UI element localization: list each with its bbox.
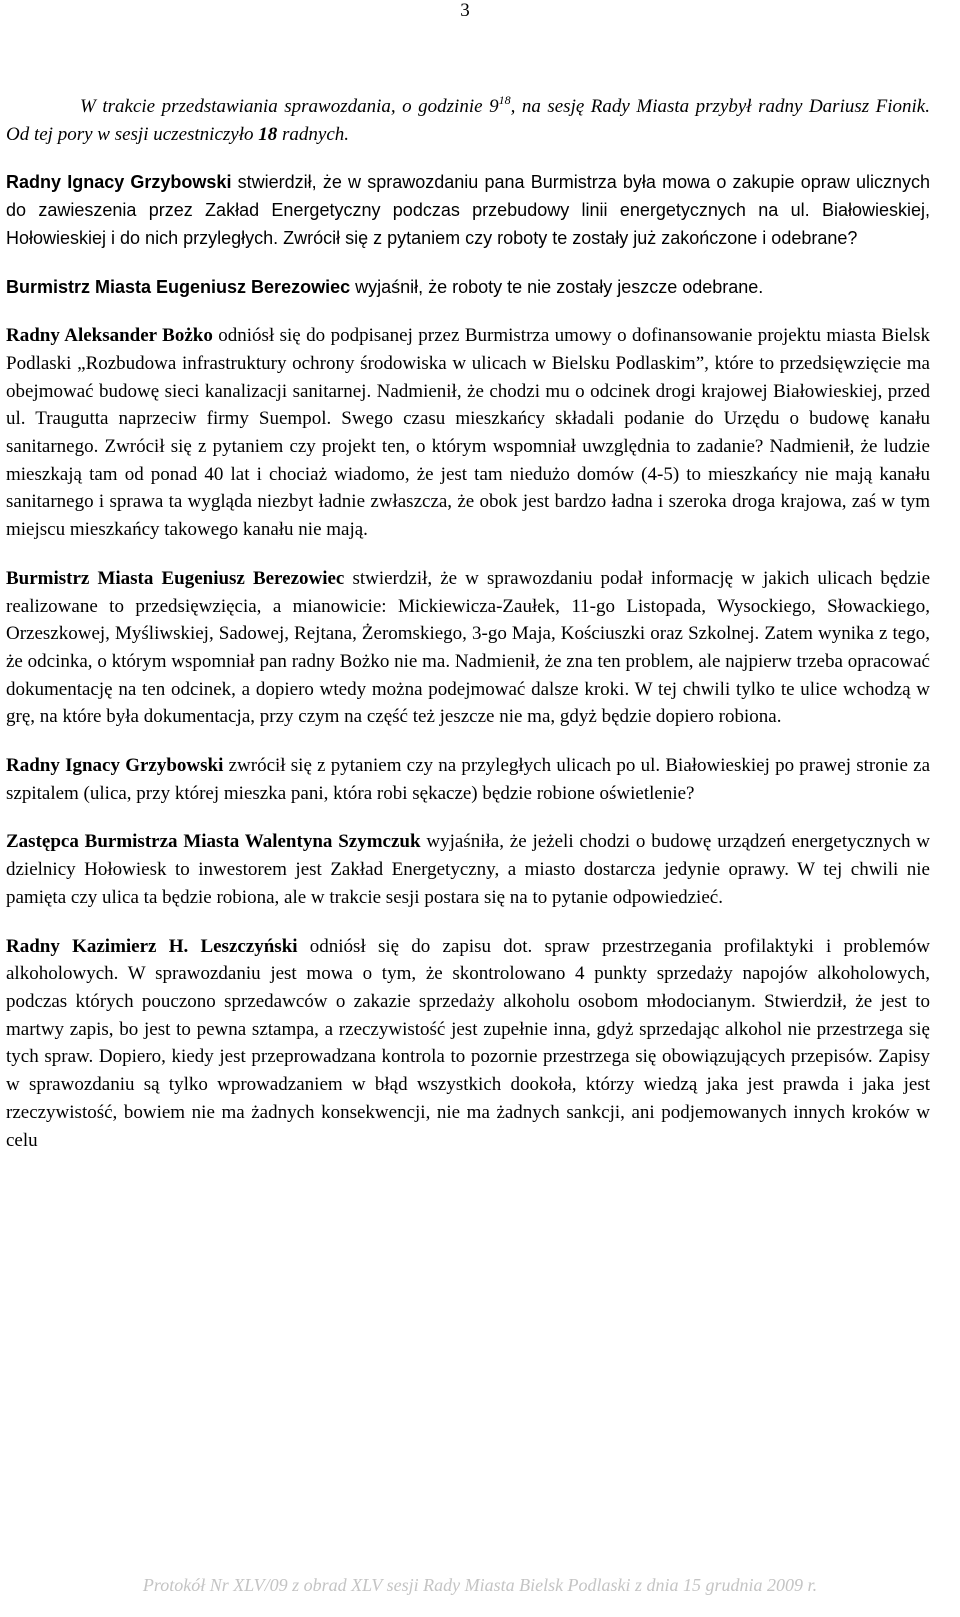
statement-text: wyjaśniła, że jeżeli chodzi o budowę urządzeń energetycznych w dzielnicy Hołowiesk to inwestorem jest Zakład Energetyczny, a miasto dostarcza jedynie oprawy. W tej chwili nie pamięta czy ulica ta będzie robiona, ale w trakcie sesji postara się na to pytanie odpowiedzieć. — [6, 831, 930, 908]
statement-paragraph — [6, 274, 930, 302]
page-number: 3 — [460, 0, 470, 21]
speaker-name: Radny Aleksander Bożko — [6, 325, 213, 347]
intro-text: W trakcie przedstawiania sprawozdania, o godzinie 9 — [80, 96, 499, 117]
statement-text: stwierdził, że w sprawozdaniu pana Burmistrza była mowa o zakupie opraw ulicznych do zawieszenia przez Zakład Energetyczny podczas przebudowy linii energetycznych na ul. Białowieskiej, Hołowieskiej i do nich przyległych. Zwrócił się z pytaniem czy roboty te zostały już zakończone i odebrane? — [6, 172, 930, 248]
statement-text: zwrócił się z pytaniem czy na przyległych ulicach po ul. Białowieskiej po prawej stronie za szpitalem (ulica, przy której mieszka pani, która robi sękacze) będzie robione oświetlenie? — [6, 755, 931, 804]
speaker-name: Burmistrz Miasta Eugeniusz Berezowiec — [6, 276, 351, 297]
statement-paragraph — [6, 322, 930, 544]
statement-text: odniósł się do zapisu dot. spraw przestrzegania profilaktyki i problemów alkoholowych. W sprawozdaniu jest mowa o tym, że skontrolowano 4 punkty sprzedaży napojów alkoholowych, podczas których pouczono sprzedawców o zakazie sprzedaży alkoholu osobom młodocianym. Stwierdził, że jest to martwy zapis, bo jest to pewna sztampa, a rzeczywistość jest zupełnie inna, gdyż sprzedając alkohol nie przestrzega się tych spraw. Dopiero, kiedy jest przeprowadzana kontrola to pozornie przestrzega się obowiązujących przepisów. Zapisy w sprawozdaniu są tylko wprowadzaniem w błąd wszystkich dookoła, którzy wiedzą jaka jest prawda i jaka jest rzeczywistość, bowiem nie ma żadnych konsekwencji, nie ma żadnych sankcji, ani podjemowanych innych kroków w celu — [6, 935, 931, 1151]
statement-paragraph — [6, 828, 930, 911]
statement-text: wyjaśnił, że roboty te nie zostały jeszcze odebrane. — [350, 276, 764, 297]
statement-paragraph — [6, 933, 930, 1155]
statement-text: odniósł się do podpisanej przez Burmistrza umowy o dofinansowanie projektu miasta Bielsk Podlaski „Rozbudowa infrastruktury ochrony środowiska w ulicach w Bielsku Podlaskim”, które to przedsięwzięcie ma obejmować budowę sieci kanalizacji sanitarnej. Nadmienił, że chodzi mu o odcinek drogi krajowej Białowieskiej, przed ul. Traugutta naprzeciw firmy Suempol. Swego czasu mieszkańcy składali podanie do Urzędu o budowę kanału sanitarnego. Zwrócił się z pytaniem czy projekt ten, o którym wspomniał uwzględnia to zadanie? Nadmienił, że ludzie mieszkają tam od ponad 40 lat i chociaż wiadomo, że jest tam niedużo domów (4-5) to mieszkańcy nie mają kanału sanitarnego i sprawa ta wygląda niezbyt ładnie zwłaszcza, że obok jest bardzo ładna i szeroka droga krajowa, zaś w tym miejscu mieszkańcy takowego kanału nie mają. — [6, 325, 930, 541]
statement-paragraph — [6, 565, 930, 731]
statement-paragraph — [6, 169, 930, 252]
speaker-name: Radny Kazimierz H. Leszczyński — [6, 935, 298, 957]
councillor-count: 18 — [258, 123, 278, 145]
intro-text: , na sesję Rady Miasta przybył radny Dariusz Fionik. Od tej pory w sesji uczestniczyło — [6, 96, 930, 145]
speaker-name: Burmistrz Miasta Eugeniusz Berezowiec — [6, 567, 345, 589]
speaker-name: Radny Ignacy Grzybowski — [6, 172, 232, 193]
document-body — [6, 93, 930, 1154]
intro-text: radnych. — [277, 123, 350, 145]
page-footer: Protokół Nr XLV/09 z obrad XLV sesji Rady Miasta Bielsk Podlaski z dnia 15 grudnia 2009 r. — [142, 1575, 818, 1595]
speaker-name: Radny Ignacy Grzybowski — [6, 755, 224, 777]
statement-text: stwierdził, że w sprawozdaniu podał informację w jakich ulicach będzie realizowane to przedsięwzięcia, a mianowicie: Mickiewicza-Zaułek, 11-go Listopada, Wysockiego, Słowackiego, Orzeszkowej, Myśliwskiej, Sadowej, Rejtana, Żeromskiego, 3-go Maja, Kościuszki oraz Szkolnej. Zatem wynika z tego, że odcinka, o którym wspomniał pan radny Bożko nie ma. Nadmienił, że zna ten problem, ale najpierw trzeba opracować dokumentację na ten odcinek, a dopiero wtedy można podejmować dalsze kroki. W tej chwili tylko te ulice wchodzą w grę, na które była dokumentacja, przy czym na część też jeszcze nie ma, gdyż będzie dopiero robiona. — [6, 567, 930, 728]
speaker-name: Zastępca Burmistrza Miasta Walentyna Szymczuk — [6, 831, 421, 853]
statement-paragraph — [6, 752, 930, 807]
intro-paragraph — [6, 93, 930, 148]
time-superscript: 18 — [498, 93, 511, 107]
